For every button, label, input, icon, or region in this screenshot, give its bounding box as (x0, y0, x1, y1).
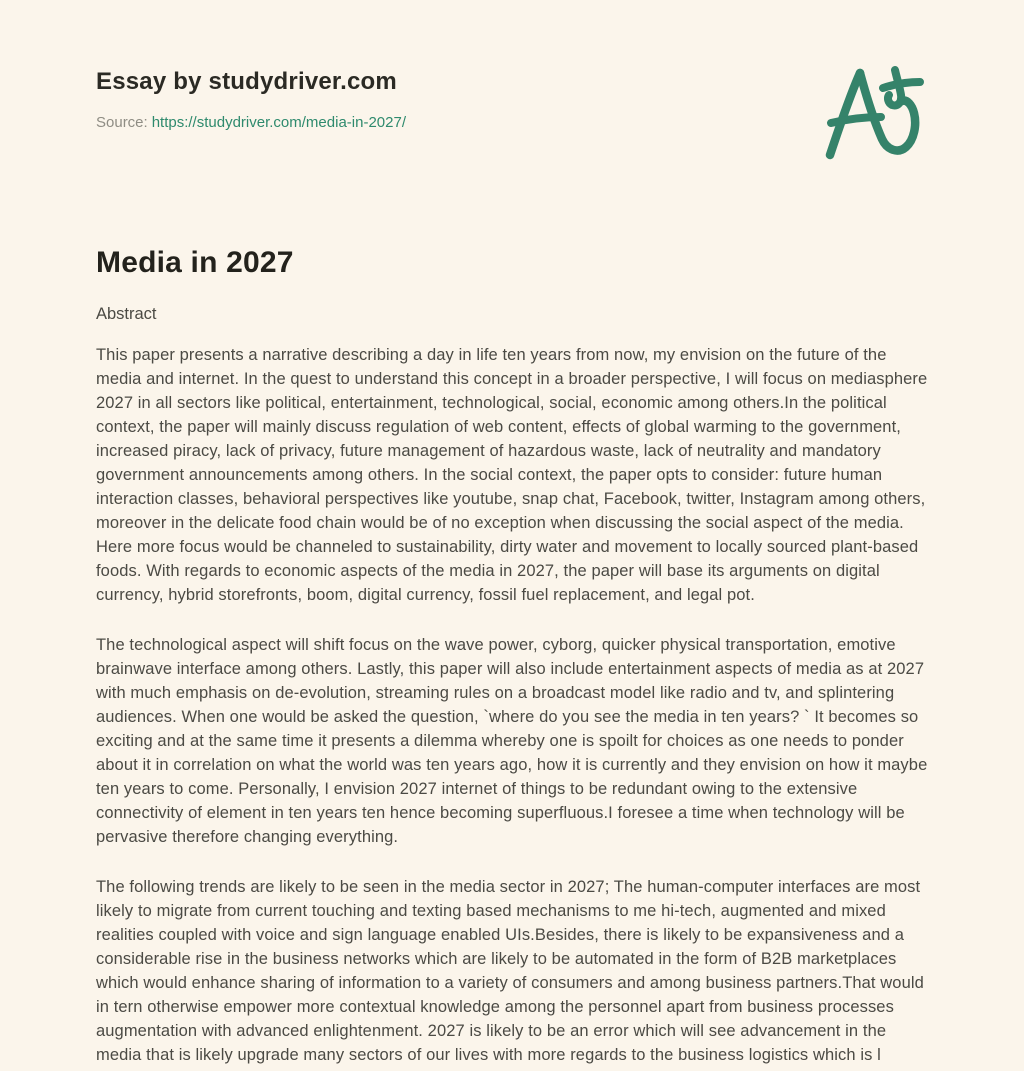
a-plus-logo-icon (818, 55, 968, 175)
essay-paragraph-1: This paper presents a narrative describing a day in life ten years from now, my envision on the future of the media and internet. In the quest to understand this concept in a broader perspective, I will focus on mediasphere 2027 in all sectors like political, entertainment, technological, social, economic among others.In the political context, the paper will mainly discuss regulation of web content, effects of global warming to the government, increased piracy, lack of privacy, future management of hazardous waste, lack of neutrality and mandatory government announcements among others. In the social context, the paper opts to consider: future human interaction classes, behavioral perspectives like youtube, snap chat, Facebook, twitter, Instagram among others, moreover in the delicate food chain would be of no exception when discussing the social aspect of the media. Here more focus would be channeled to sustainability, dirty water and movement to locally sourced plant-based foods. With regards to economic aspects of the media in 2027, the paper will base its arguments on digital currency, hybrid storefronts, boom, digital currency, fossil fuel replacement, and legal pot. (96, 345, 928, 604)
source-link[interactable]: https://studydriver.com/media-in-2027/ (151, 113, 406, 131)
source-label: Source: (96, 113, 148, 131)
abstract-label: Abstract (96, 304, 157, 323)
essay-paragraph-3: The following trends are likely to be seen in the media sector in 2027; The human-computer interfaces are most likely to migrate from current touching and texting based mechanisms to me hi-tech, augmented and mixed realities coupled with voice and sign language enabled UIs.Besides, there is likely to be expansiveness and a considerable rise in the business networks which are likely to be automated in the form of B2B marketplaces which would enhance sharing of information to a variety of consumers and among business partners.That would in tern otherwise empower more contextual knowledge among the personnel apart from business processes augmentation with advanced enlightenment. 2027 is likely to be an error which will see advancement in the media that is likely upgrade many sectors of our lives with more regards to the business logistics which is l (96, 877, 924, 1064)
site-title: Essay by studydriver.com (96, 68, 397, 95)
essay-paragraph-2: The technological aspect will shift focus on the wave power, cyborg, quicker physical transportation, emotive brainwave interface among others. Lastly, this paper will also include entertainment aspects of media as at 2027 with much emphasis on de-evolution, streaming rules on a broadcast model like radio and tv, and splintering audiences. When one would be asked the question, `where do you see the media in ten years? ` It becomes so exciting and at the same time it presents a dilemma whereby one is spoilt for choices as one needs to ponder about it in correlation on what the world was ten years ago, how it is currently and they envision on how it maybe ten years to come. Personally, I envision 2027 internet of things to be redundant owing to the extensive connectivity of element in ten years ten hence becoming superfluous.I foresee a time when technology will be pervasive therefore changing everything. (96, 635, 928, 846)
page-header (96, 0, 928, 131)
source-line (96, 114, 928, 131)
essay-body (96, 343, 928, 1067)
essay-content (96, 245, 928, 1067)
essay-title: Media in 2027 (96, 245, 294, 279)
